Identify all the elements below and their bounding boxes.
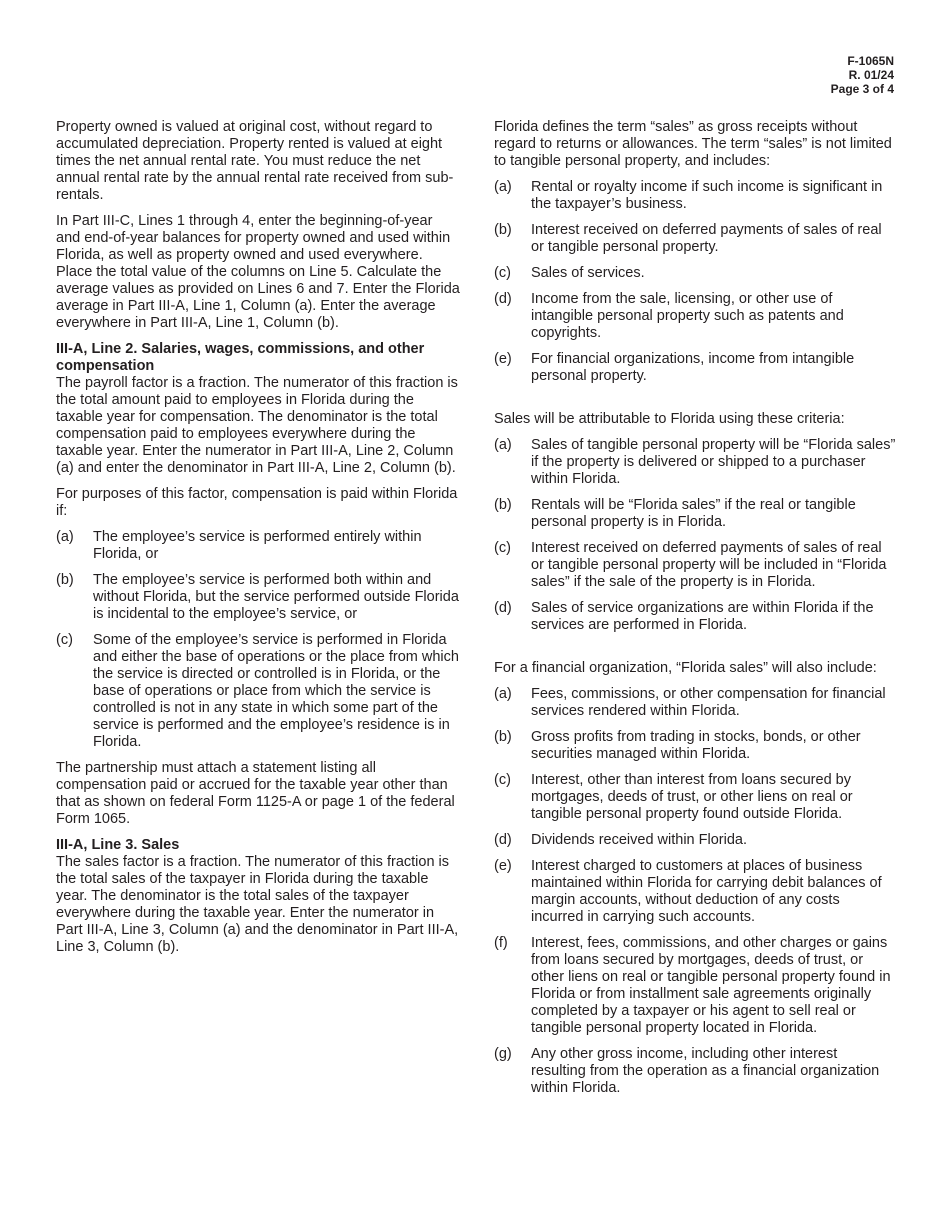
list-marker: (e) bbox=[494, 351, 512, 367]
list-item-text: Dividends received within Florida. bbox=[531, 832, 747, 848]
list-item bbox=[494, 686, 896, 720]
line2-heading: III-A, Line 2. Salaries, wages, commissions, and other compensation bbox=[56, 341, 425, 374]
list-item bbox=[494, 935, 896, 1037]
list-item-text: The employee’s service is performed both within and without Florida, but the service performed outside Florida is incidental to the employee’s service, or bbox=[93, 572, 459, 622]
sales-includes-list bbox=[494, 179, 896, 385]
compensation-intro: For purposes of this factor, compensation is paid within Florida if: bbox=[56, 486, 458, 519]
list-marker: (f) bbox=[494, 935, 508, 951]
list-item-text: Sales of services. bbox=[531, 265, 645, 281]
payroll-section bbox=[56, 341, 460, 477]
list-item bbox=[494, 351, 896, 385]
list-item bbox=[494, 179, 896, 213]
list-marker: (d) bbox=[494, 600, 512, 616]
list-marker: (g) bbox=[494, 1046, 512, 1062]
compensation-list bbox=[56, 529, 460, 751]
list-marker: (b) bbox=[494, 222, 512, 238]
list-item-text: Rentals will be “Florida sales” if the real or tangible personal property is in Florida. bbox=[531, 497, 856, 530]
list-item-text: Interest charged to customers at places of business maintained within Florida for carrying debit balances of margin accounts, without deduction of any costs incurred in carrying such accounts. bbox=[531, 858, 882, 925]
property-valuation-paragraph: Property owned is valued at original cost, without regard to accumulated depreciation. Property rented is valued at eight times the net annual rental rate. You must reduce the net annual rental rate by the annual rental rate received from sub-rentals. bbox=[56, 119, 454, 203]
list-item-text: The employee’s service is performed entirely within Florida, or bbox=[93, 529, 422, 562]
sales-section bbox=[56, 837, 460, 956]
list-marker: (c) bbox=[494, 540, 511, 556]
list-item-text: For financial organizations, income from intangible personal property. bbox=[531, 351, 855, 384]
list-item-text: Interest, fees, commissions, and other charges or gains from loans secured by mortgages, deeds of trust, or other liens on real or tangible personal property found in Florida or from installment sale agreements originally completed by a taxpayer or his agent to sell real or tangible personal property located in Florida. bbox=[531, 935, 891, 1036]
financial-org-list bbox=[494, 686, 896, 1097]
attach-statement-paragraph: The partnership must attach a statement listing all compensation paid or accrued for the taxable year other than that as shown on federal Form 1125-A or page 1 of the federal Form 1065. bbox=[56, 760, 455, 827]
list-item bbox=[494, 1046, 896, 1097]
list-item bbox=[56, 572, 460, 623]
payroll-factor-paragraph: The payroll factor is a fraction. The numerator of this fraction is the total amount paid to employees in Florida during the taxable year for compensation. The denominator is the total compensation paid to employees everywhere during the taxable year. Enter the numerator in Part III-A, Line 2, Column (a) and enter the denominator in Part III-A, Line 2, Column (b). bbox=[56, 375, 458, 476]
list-item bbox=[56, 632, 460, 751]
list-item bbox=[494, 600, 896, 634]
list-item bbox=[494, 497, 896, 531]
list-item-text: Interest received on deferred payments of sales of real or tangible personal property will be included in “Florida sales” if the sale of the property is in Florida. bbox=[531, 540, 887, 590]
list-item bbox=[494, 772, 896, 823]
list-item bbox=[494, 832, 896, 849]
financial-org-intro: For a financial organization, “Florida sales” will also include: bbox=[494, 660, 877, 676]
list-marker: (a) bbox=[494, 179, 512, 195]
list-marker: (b) bbox=[56, 572, 74, 588]
sales-definition-paragraph: Florida defines the term “sales” as gross receipts without regard to returns or allowances. The term “sales” is not limited to tangible personal property, and includes: bbox=[494, 119, 892, 169]
list-item-text: Interest received on deferred payments of sales of real or tangible personal property. bbox=[531, 222, 882, 255]
list-item bbox=[494, 291, 896, 342]
list-item bbox=[494, 858, 896, 926]
list-item-text: Fees, commissions, or other compensation for financial services rendered within Florida. bbox=[531, 686, 886, 719]
list-item-text: Gross profits from trading in stocks, bonds, or other securities managed within Florida. bbox=[531, 729, 861, 762]
list-marker: (b) bbox=[494, 729, 512, 745]
line3-heading: III-A, Line 3. Sales bbox=[56, 837, 180, 853]
list-item-text: Rental or royalty income if such income is significant in the taxpayer’s business. bbox=[531, 179, 883, 212]
list-marker: (e) bbox=[494, 858, 512, 874]
sales-factor-paragraph: The sales factor is a fraction. The numerator of this fraction is the total sales of the taxpayer in Florida during the taxable year. The denominator is the total sales of the taxpayer everywhere during the taxable year. Enter the numerator in Part III-A, Line 3, Column (a) and the denominator in Part III-A, Line 3, Column (b). bbox=[56, 854, 459, 955]
list-item-text: Some of the employee’s service is performed in Florida and either the base of operations or the place from which the service is directed or controlled is in Florida, or the base of operations or place from which the service is controlled is not in any state in which some part of the service is performed and the employee’s residence is in Florida. bbox=[93, 632, 459, 750]
form-revision: R. 01/24 bbox=[848, 68, 894, 82]
list-marker: (c) bbox=[56, 632, 73, 648]
spacer bbox=[494, 394, 896, 411]
attribution-intro: Sales will be attributable to Florida using these criteria: bbox=[494, 411, 845, 427]
spacer bbox=[494, 643, 896, 660]
list-marker: (d) bbox=[494, 291, 512, 307]
list-marker: (c) bbox=[494, 772, 511, 788]
list-marker: (d) bbox=[494, 832, 512, 848]
list-item-text: Sales of tangible personal property will be “Florida sales” if the property is delivered or shipped to a purchaser within Florida. bbox=[531, 437, 896, 487]
left-column bbox=[56, 119, 460, 965]
attribution-criteria-list bbox=[494, 437, 896, 634]
list-item-text: Sales of service organizations are within Florida if the services are performed in Florida. bbox=[531, 600, 874, 633]
part-iii-c-instructions: In Part III-C, Lines 1 through 4, enter the beginning-of-year and end-of-year balances for property owned and used within Florida, as well as property owned and used everywhere. Place the total value of the columns on Line 5. Calculate the average values as provided on Lines 6 and 7. Enter the Florida average in Part III-A, Line 1, Column (a). Enter the average everywhere in Part III-A, Line 1, Column (b). bbox=[56, 213, 460, 331]
form-number: F-1065N bbox=[847, 54, 894, 68]
list-marker: (b) bbox=[494, 497, 512, 513]
list-item bbox=[494, 437, 896, 488]
list-marker: (a) bbox=[494, 686, 512, 702]
list-item-text: Interest, other than interest from loans secured by mortgages, deeds of trust, or other liens on real or tangible personal property found outside Florida. bbox=[531, 772, 853, 822]
list-marker: (c) bbox=[494, 265, 511, 281]
list-marker: (a) bbox=[56, 529, 74, 545]
list-item bbox=[56, 529, 460, 563]
list-item bbox=[494, 540, 896, 591]
form-header bbox=[831, 54, 894, 96]
list-item-text: Income from the sale, licensing, or other use of intangible personal property such as patents and copyrights. bbox=[531, 291, 844, 341]
list-item bbox=[494, 265, 896, 282]
right-column bbox=[494, 119, 896, 1106]
list-item-text: Any other gross income, including other interest resulting from the operation as a financial organization within Florida. bbox=[531, 1046, 880, 1096]
page-number: Page 3 of 4 bbox=[830, 82, 894, 96]
list-marker: (a) bbox=[494, 437, 512, 453]
list-item bbox=[494, 222, 896, 256]
list-item bbox=[494, 729, 896, 763]
